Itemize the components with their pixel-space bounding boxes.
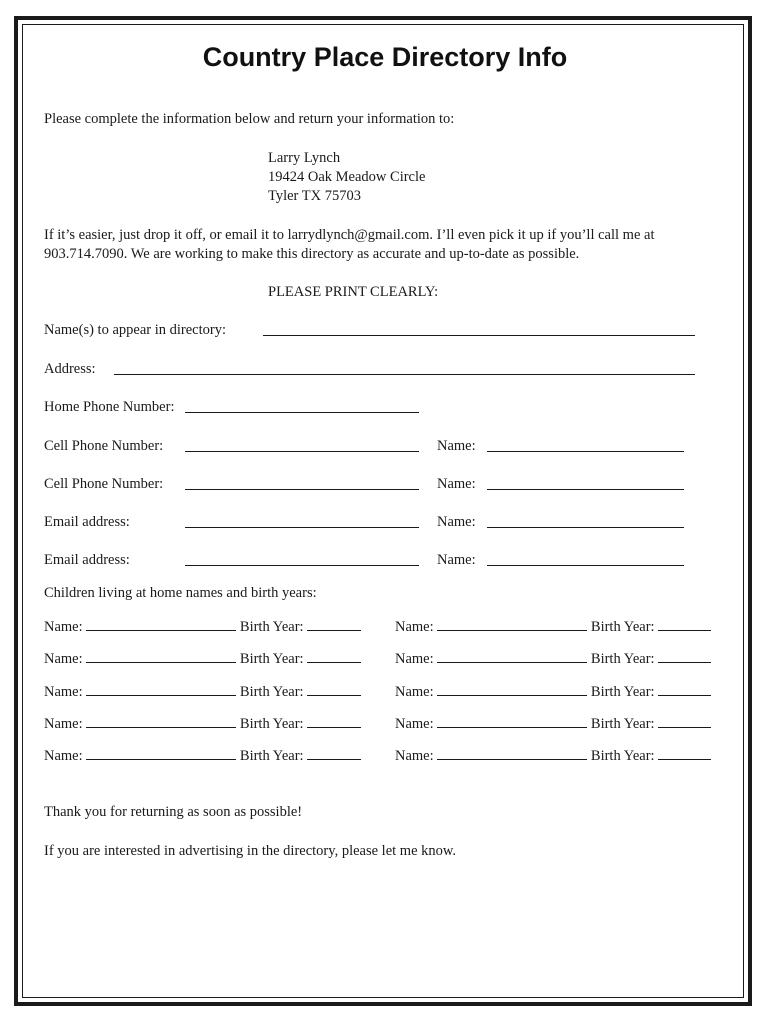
- email-label-2: Email address:: [44, 552, 130, 568]
- child-birth-year-label: Birth Year:: [590, 651, 655, 667]
- child-name-label: Name:: [44, 651, 83, 667]
- email-label-1: Email address:: [44, 514, 130, 530]
- child-name-label: Name:: [395, 651, 434, 667]
- child-name-input-line[interactable]: [86, 648, 236, 663]
- child-name-input-line[interactable]: [437, 713, 587, 728]
- child-name-input-line[interactable]: [86, 713, 236, 728]
- cell-phone-input-line-1[interactable]: [185, 437, 419, 452]
- home-phone-input-line[interactable]: [185, 398, 419, 413]
- thank-you-text: Thank you for returning as soon as possible!: [44, 804, 303, 820]
- child-name-label: Name:: [395, 619, 434, 635]
- names-input-line[interactable]: [263, 321, 695, 336]
- cell-phone-name-label-1: Name:: [437, 438, 476, 454]
- child-name-label: Name:: [44, 716, 83, 732]
- cell-phone-name-label-2: Name:: [437, 476, 476, 492]
- child-birth-year-input-line[interactable]: [658, 713, 711, 728]
- email-input-line-1[interactable]: [185, 513, 419, 528]
- child-birth-year-label: Birth Year:: [239, 651, 304, 667]
- note-line-2: 903.714.7090. We are working to make this directory as accurate and up-to-date as possible.: [44, 246, 580, 262]
- child-birth-year-label: Birth Year:: [590, 619, 655, 635]
- child-birth-year-label: Birth Year:: [239, 619, 304, 635]
- cell-phone-input-line-2[interactable]: [185, 475, 419, 490]
- advertising-text: If you are interested in advertising in the directory, please let me know.: [44, 843, 457, 859]
- names-label: Name(s) to appear in directory:: [44, 322, 226, 338]
- email-name-input-line-2[interactable]: [487, 551, 684, 566]
- child-name-label: Name:: [395, 748, 434, 764]
- child-name-label: Name:: [44, 619, 83, 635]
- child-birth-year-input-line[interactable]: [658, 745, 711, 760]
- intro-text: Please complete the information below and return your information to:: [44, 111, 455, 127]
- child-name-input-line[interactable]: [437, 681, 587, 696]
- child-name-label: Name:: [395, 684, 434, 700]
- child-birth-year-label: Birth Year:: [590, 748, 655, 764]
- child-name-label: Name:: [395, 716, 434, 732]
- cell-phone-label-2: Cell Phone Number:: [44, 476, 164, 492]
- cell-phone-name-input-line-1[interactable]: [487, 437, 684, 452]
- child-birth-year-label: Birth Year:: [239, 716, 304, 732]
- cell-phone-label-1: Cell Phone Number:: [44, 438, 164, 454]
- child-name-input-line[interactable]: [437, 616, 587, 631]
- print-clearly-note: PLEASE PRINT CLEARLY:: [268, 284, 439, 300]
- address-city: Tyler TX 75703: [268, 188, 361, 204]
- child-birth-year-input-line[interactable]: [658, 648, 711, 663]
- child-birth-year-input-line[interactable]: [307, 745, 361, 760]
- child-birth-year-input-line[interactable]: [658, 616, 711, 631]
- address-label: Address:: [44, 361, 96, 377]
- note-line-1: If it’s easier, just drop it off, or email it to larrydlynch@gmail.com. I’ll even pick it up if you’ll call me at: [44, 227, 655, 243]
- children-heading: Children living at home names and birth years:: [44, 585, 317, 601]
- child-birth-year-input-line[interactable]: [658, 681, 711, 696]
- child-birth-year-label: Birth Year:: [239, 748, 304, 764]
- child-name-input-line[interactable]: [437, 648, 587, 663]
- child-name-input-line[interactable]: [86, 616, 236, 631]
- child-birth-year-label: Birth Year:: [239, 684, 304, 700]
- email-input-line-2[interactable]: [185, 551, 419, 566]
- email-name-input-line-1[interactable]: [487, 513, 684, 528]
- child-birth-year-input-line[interactable]: [307, 681, 361, 696]
- child-name-input-line[interactable]: [437, 745, 587, 760]
- child-name-input-line[interactable]: [86, 681, 236, 696]
- email-name-label-1: Name:: [437, 514, 476, 530]
- child-birth-year-input-line[interactable]: [307, 648, 361, 663]
- child-birth-year-label: Birth Year:: [590, 716, 655, 732]
- child-name-label: Name:: [44, 684, 83, 700]
- child-birth-year-input-line[interactable]: [307, 713, 361, 728]
- email-name-label-2: Name:: [437, 552, 476, 568]
- address-input-line[interactable]: [114, 360, 695, 375]
- home-phone-label: Home Phone Number:: [44, 399, 175, 415]
- address-street: 19424 Oak Meadow Circle: [268, 169, 426, 185]
- cell-phone-name-input-line-2[interactable]: [487, 475, 684, 490]
- child-name-label: Name:: [44, 748, 83, 764]
- page-title: Country Place Directory Info: [202, 42, 568, 72]
- child-birth-year-input-line[interactable]: [307, 616, 361, 631]
- child-birth-year-label: Birth Year:: [590, 684, 655, 700]
- child-name-input-line[interactable]: [86, 745, 236, 760]
- address-name: Larry Lynch: [268, 150, 341, 166]
